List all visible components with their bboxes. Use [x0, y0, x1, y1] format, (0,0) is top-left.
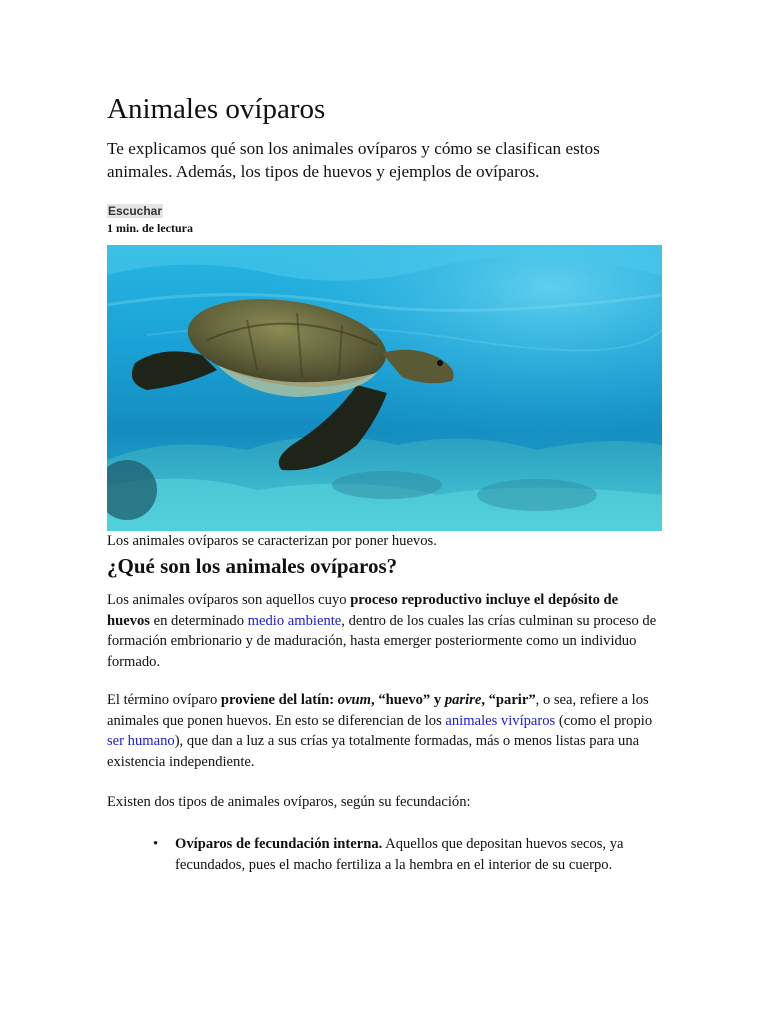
- link-ser-humano[interactable]: ser humano: [107, 733, 175, 749]
- types-list: [107, 834, 663, 875]
- listen-button[interactable]: Escuchar: [108, 204, 163, 218]
- link-medio-ambiente[interactable]: medio ambiente: [247, 612, 342, 629]
- image-caption: Los animales ovíparos se caracterizan por poner huevos.: [107, 533, 437, 549]
- paragraph-types-intro: Existen dos tipos de animales ovíparos, según su fecundación:: [107, 794, 471, 810]
- bullet-icon: •: [153, 836, 159, 852]
- paragraph-etymology: El término ovíparo proviene del latín: ovum, “huevo” y parire, “parir”, o sea, refiere a los animales que ponen huevos. En esto se diferencian de los animales vivíparos (como el propio ser humano), que dan a luz a sus crías ya totalmente formadas, más o menos listas para una existencia independiente.: [107, 692, 653, 770]
- sea-turtle-image: [107, 245, 662, 531]
- link-animales-viviparos[interactable]: animales vivíparos: [445, 712, 556, 729]
- read-time: 1 min. de lectura: [107, 221, 193, 235]
- article-lead: Te explicamos qué son los animales ovíparos y cómo se clasifican estos animales. Además, los tipos de huevos y ejemplos de ovíparos.: [107, 139, 600, 181]
- paragraph-definition: Los animales ovíparos son aquellos cuyo proceso reproductivo incluye el depósito de huevos en determinado medio ambiente, dentro de los cuales las crías culminan su proceso de formación embrionario y de maduración, hasta emerger posteriormente como un individuo formado.: [107, 592, 657, 670]
- article-title: Animales ovíparos: [107, 93, 326, 125]
- list-item: • Ovíparos de fecundación interna. Aquellos que depositan huevos secos, ya fecundados, pues el macho fertiliza a la hembra en el interior de su cuerpo.: [153, 836, 624, 873]
- section-heading: ¿Qué son los animales ovíparos?: [107, 554, 398, 578]
